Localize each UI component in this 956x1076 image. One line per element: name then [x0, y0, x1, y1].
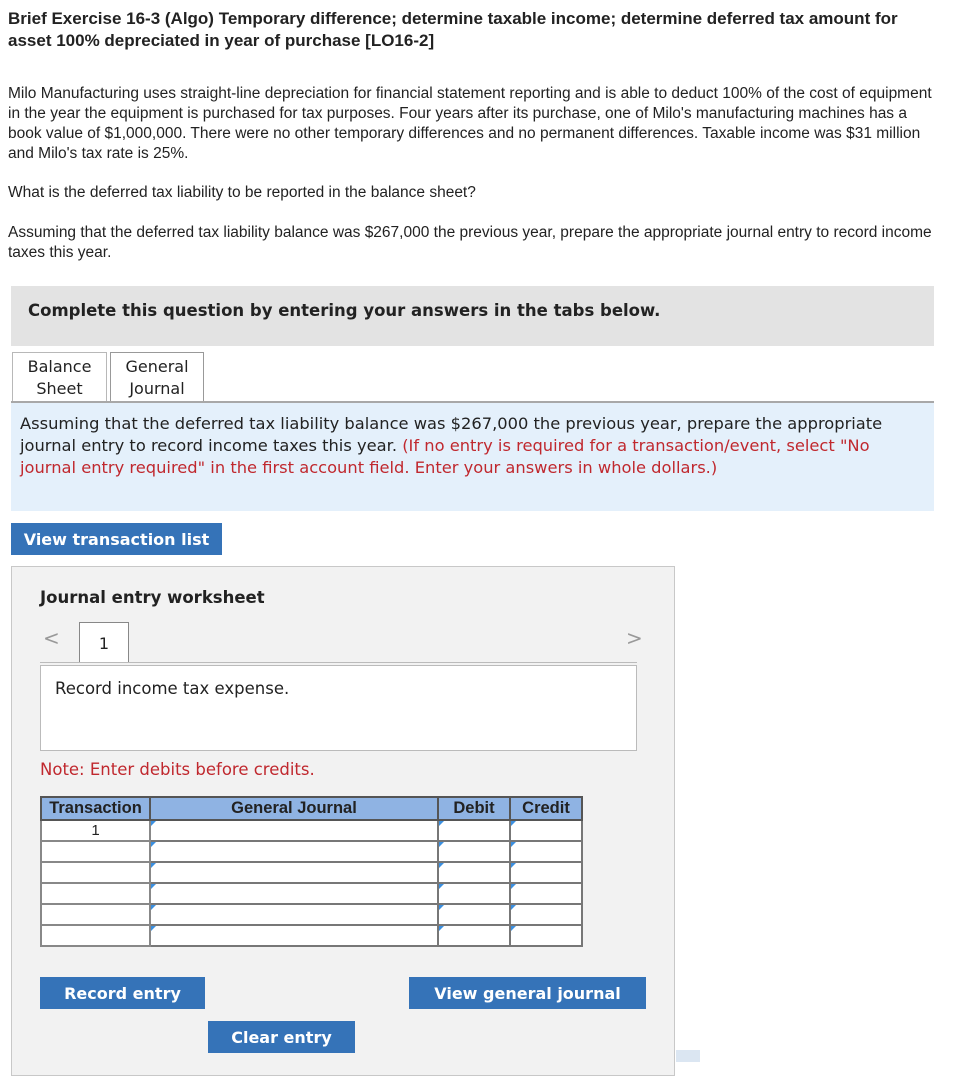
credit-input[interactable]: [510, 862, 582, 883]
transaction-cell: [41, 841, 150, 862]
page-number-tab[interactable]: 1: [79, 622, 129, 663]
table-row: [41, 841, 582, 862]
transaction-cell: [41, 883, 150, 904]
column-header-credit: Credit: [510, 797, 582, 820]
debit-input[interactable]: [438, 820, 510, 841]
debit-input[interactable]: [438, 883, 510, 904]
instruction-panel: [11, 403, 934, 511]
instructions-banner: [11, 286, 934, 346]
view-general-journal-button[interactable]: View general journal: [409, 977, 646, 1009]
debit-input[interactable]: [438, 862, 510, 883]
debit-credit-note: Note: Enter debits before credits.: [40, 760, 315, 779]
tab-general-journal[interactable]: [110, 352, 204, 402]
tab-label-line1: Balance: [27, 357, 92, 376]
credit-input[interactable]: [510, 904, 582, 925]
table-row: [41, 820, 582, 841]
chevron-right-icon[interactable]: >: [626, 626, 643, 650]
account-input[interactable]: [150, 820, 438, 841]
transaction-cell: 1: [41, 820, 150, 841]
tab-label-line2: Journal: [129, 379, 185, 398]
table-row: [41, 904, 582, 925]
clear-entry-button[interactable]: Clear entry: [208, 1021, 355, 1053]
table-row: [41, 925, 582, 946]
credit-input[interactable]: [510, 820, 582, 841]
column-header-debit: Debit: [438, 797, 510, 820]
debit-input[interactable]: [438, 904, 510, 925]
table-row: [41, 883, 582, 904]
account-input[interactable]: [150, 883, 438, 904]
panel-corner: [676, 1050, 700, 1062]
worksheet-title: Journal entry worksheet: [40, 588, 265, 607]
tab-label-line1: General: [125, 357, 189, 376]
account-input[interactable]: [150, 925, 438, 946]
page-divider: [40, 662, 637, 663]
credit-input[interactable]: [510, 883, 582, 904]
chevron-left-icon[interactable]: <: [43, 626, 60, 650]
page-title: Brief Exercise 16-3 (Algo) Temporary difference; determine taxable income; determine deferred tax amount for asset 100% depreciated in year of purchase [LO16-2]: [8, 9, 898, 50]
question-2: Assuming that the deferred tax liability balance was $267,000 the previous year, prepare the appropriate journal entry to record income taxes this year.: [8, 224, 932, 261]
transaction-cell: [41, 925, 150, 946]
transaction-cell: [41, 904, 150, 925]
journal-entry-table: [40, 796, 583, 947]
problem-text: Milo Manufacturing uses straight-line depreciation for financial statement reporting and is able to deduct 100% of the cost of equipment in the year the equipment is purchased for tax purposes. Four years after its purchase, one of Milo's manufacturing machines has a book value of $1,000,000. There were no other temporary differences and no permanent differences. Taxable income was $31 million and Milo's tax rate is 25%.: [8, 85, 932, 162]
column-header-transaction: Transaction: [41, 797, 150, 820]
view-transaction-list-button[interactable]: View transaction list: [11, 523, 222, 555]
entry-description-text: Record income tax expense.: [55, 679, 290, 698]
tab-label-line2: Sheet: [36, 379, 83, 398]
tab-balance-sheet[interactable]: [12, 352, 107, 402]
debit-input[interactable]: [438, 841, 510, 862]
table-row: [41, 862, 582, 883]
account-input[interactable]: [150, 862, 438, 883]
record-entry-button[interactable]: Record entry: [40, 977, 205, 1009]
banner-text: Complete this question by entering your answers in the tabs below.: [28, 301, 661, 320]
account-input[interactable]: [150, 841, 438, 862]
question-1: What is the deferred tax liability to be reported in the balance sheet?: [8, 184, 476, 201]
credit-input[interactable]: [510, 925, 582, 946]
account-input[interactable]: [150, 904, 438, 925]
credit-input[interactable]: [510, 841, 582, 862]
column-header-general-journal: General Journal: [150, 797, 438, 820]
instruction-hint: (If no entry is required for a transaction/event, select "No journal entry required" in the first account field. Enter your answers in whole dollars.): [20, 436, 870, 477]
debit-input[interactable]: [438, 925, 510, 946]
instruction-text: Assuming that the deferred tax liability balance was $267,000 the previous year, prepare the appropriate journal entry to record income taxes this year.: [20, 414, 883, 455]
transaction-cell: [41, 862, 150, 883]
entry-description: [40, 665, 637, 751]
